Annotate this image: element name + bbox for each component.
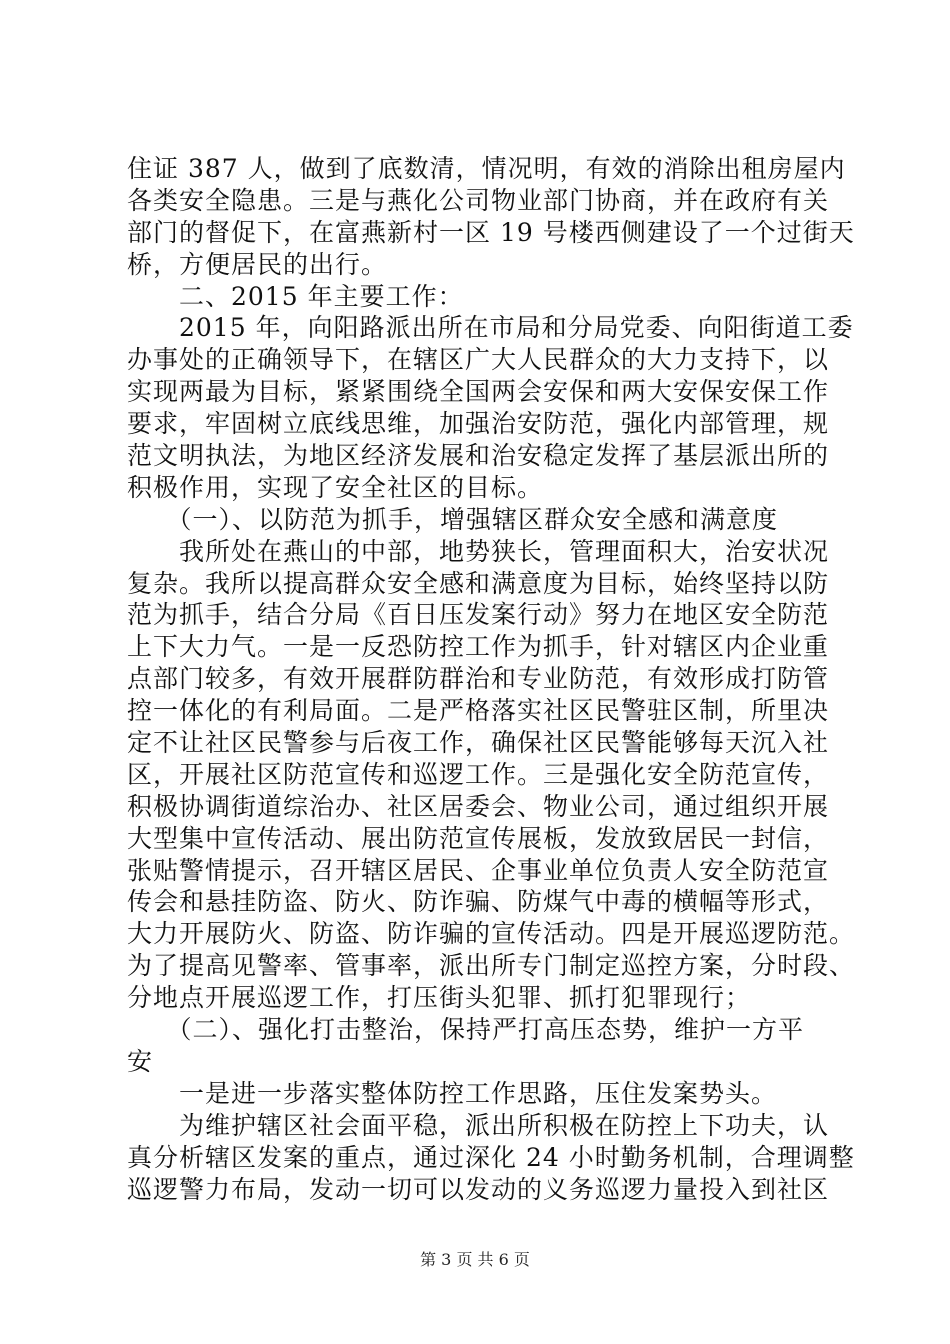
- text-line: 上下大力气。一是一反恐防控工作为抓手，针对辖区内企业重: [127, 632, 830, 662]
- text-line: 大力开展防火、防盗、防诈骗的宣传活动。四是开展巡逻防范。: [127, 919, 856, 949]
- document-body: [127, 153, 856, 1205]
- text-line: 办事处的正确领导下，在辖区广大人民群众的大力支持下，以: [127, 345, 830, 375]
- text-line: 一是进一步落实整体防控工作思路，压住发案势头。: [127, 1078, 778, 1108]
- text-line: 实现两最为目标，紧紧围绕全国两会安保和两大安保安保工作: [127, 377, 830, 407]
- text-line: 范文明执法，为地区经济发展和治安稳定发挥了基层派出所的: [127, 441, 830, 471]
- text-line: 定不让社区民警参与后夜工作，确保社区民警能够每天沉入社: [127, 728, 830, 758]
- text-line: 传会和悬挂防盗、防火、防诈骗、防煤气中毒的横幅等形式，: [127, 887, 830, 917]
- text-line: 控一体化的有利局面。二是严格落实社区民警驻区制，所里决: [127, 696, 830, 726]
- text-line: 积极协调街道综治办、社区居委会、物业公司，通过组织开展: [127, 791, 830, 821]
- text-line: 各类安全隐患。三是与燕化公司物业部门协商，并在政府有关: [127, 185, 830, 215]
- text-line: 巡逻警力布局，发动一切可以发动的义务巡逻力量投入到社区: [127, 1174, 830, 1204]
- subsection-heading: （一）、以防范为抓手，增强辖区群众安全感和满意度: [127, 504, 779, 534]
- text-line: 大型集中宣传活动、展出防范宣传展板，发放致居民一封信，: [127, 823, 830, 853]
- text-line: 桥，方便居民的出行。: [127, 249, 388, 279]
- text-line: 住证 387 人，做到了底数清，情况明，有效的消除出租房屋内: [127, 154, 846, 183]
- text-line: 安: [127, 1046, 154, 1076]
- subsection-heading: （二）、强化打击整治，保持严打高压态势，维护一方平: [127, 1015, 805, 1045]
- text-line: 要求，牢固树立底线思维，加强治安防范，强化内部管理，规: [127, 409, 830, 439]
- text-line: 区，开展社区防范宣传和巡逻工作。三是强化安全防范宣传，: [127, 759, 830, 789]
- page-number-footer: 第 3 页 共 6 页: [420, 1250, 530, 1269]
- text-line: 2015 年，向阳路派出所在市局和分局党委、向阳街道工委: [127, 313, 854, 343]
- text-line: 范为抓手，结合分局《百日压发案行动》努力在地区安全防范: [127, 600, 830, 630]
- section-heading: 二、2015 年主要工作：: [127, 281, 464, 311]
- text-line: 我所处在燕山的中部，地势狭长，管理面积大，治安状况: [127, 536, 830, 566]
- text-line: 分地点开展巡逻工作，打压街头犯罪、抓打犯罪现行；: [127, 983, 752, 1013]
- text-line: 为维护辖区社会面平稳，派出所积极在防控上下功夫，认: [127, 1110, 830, 1140]
- text-line: 张贴警情提示，召开辖区居民、企事业单位负责人安全防范宣: [127, 855, 830, 885]
- text-line: 为了提高见警率、管事率，派出所专门制定巡控方案，分时段、: [127, 951, 856, 981]
- text-line: 复杂。我所以提高群众安全感和满意度为目标，始终坚持以防: [127, 568, 830, 598]
- text-line: 积极作用，实现了安全社区的目标。: [127, 472, 544, 502]
- text-line: 真分析辖区发案的重点，通过深化 24 小时勤务机制，合理调整: [127, 1142, 855, 1172]
- text-line: 部门的督促下，在富燕新村一区 19 号楼西侧建设了一个过街天: [127, 217, 855, 247]
- text-line: 点部门较多，有效开展群防群治和专业防范，有效形成打防管: [127, 664, 830, 694]
